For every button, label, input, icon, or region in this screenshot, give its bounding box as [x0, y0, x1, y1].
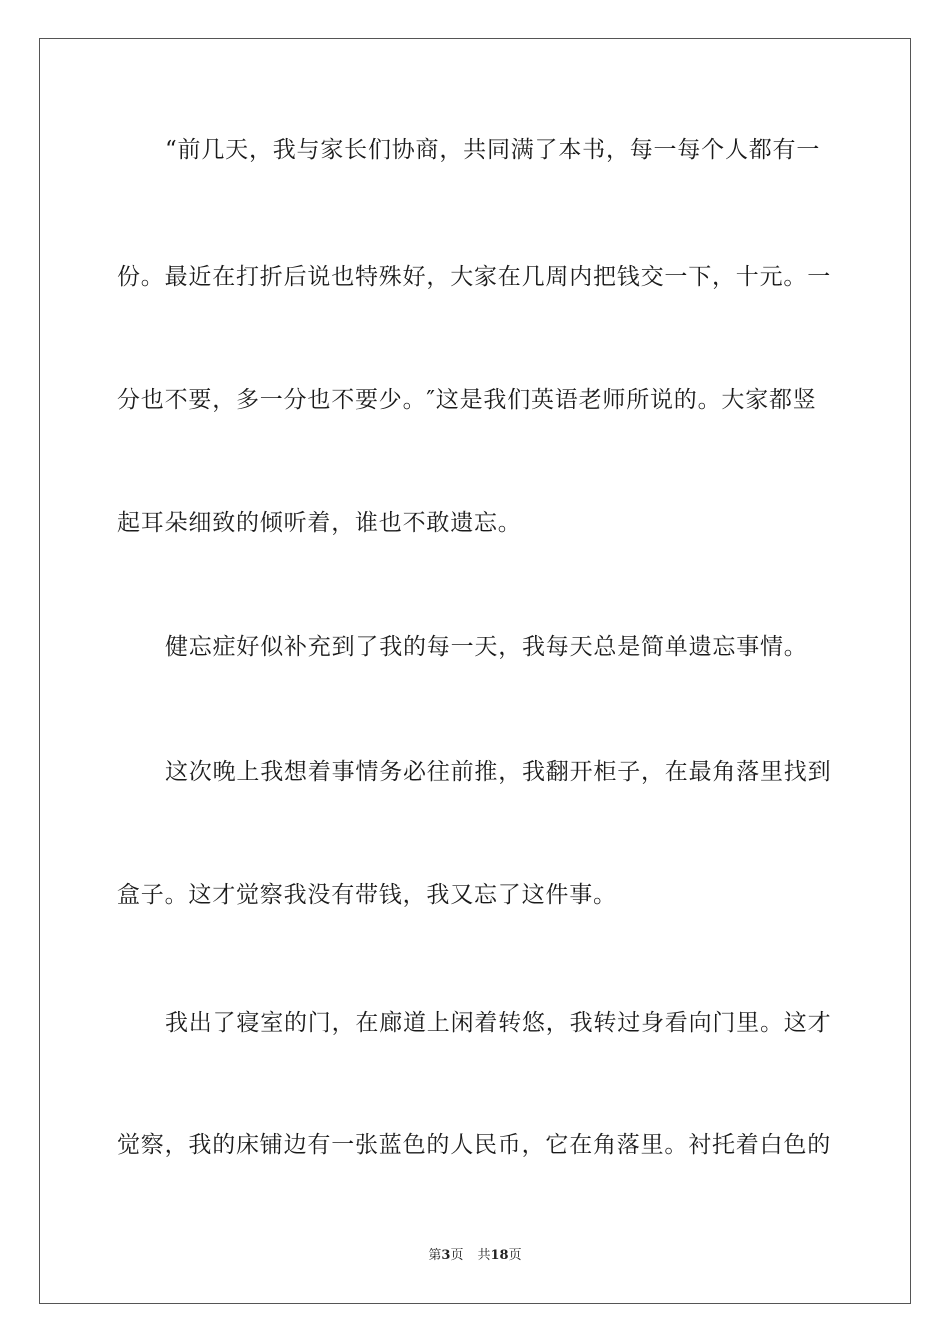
- paragraph-line-2: 份。最近在打折后说也特殊好，大家在几周内把钱交一下，十元。一: [117, 264, 831, 290]
- paragraph-line-3: 分也不要，多一分也不要少。″这是我们英语老师所说的。大家都竖: [117, 387, 817, 413]
- paragraph-line-7: 盒子。这才觉察我没有带钱，我又忘了这件事。: [117, 882, 617, 908]
- total-prefix: 共: [477, 1248, 491, 1263]
- paragraph-line-1: “前几天，我与家长们协商，共同满了本书，每一每个人都有一: [165, 137, 821, 163]
- page-current: 3: [441, 1248, 451, 1263]
- paragraph-line-6: 这次晚上我想着事情务必往前推，我翻开柜子，在最角落里找到: [165, 759, 832, 785]
- page-footer: [0, 1246, 950, 1266]
- paragraph-line-9: 觉察，我的床铺边有一张蓝色的人民币，它在角落里。衬托着白色的: [117, 1132, 831, 1158]
- page-prefix: 第: [428, 1248, 442, 1263]
- page-suffix: 页: [450, 1248, 464, 1263]
- total-pages: 18: [490, 1248, 509, 1263]
- paragraph-line-4: 起耳朵细致的倾听着，谁也不敢遗忘。: [117, 510, 522, 536]
- paragraph-line-8: 我出了寝室的门，在廊道上闲着转悠，我转过身看向门里。这才: [165, 1010, 832, 1036]
- paragraph-line-5: 健忘症好似补充到了我的每一天，我每天总是简单遗忘事情。: [165, 634, 808, 660]
- page-frame: [39, 38, 911, 1304]
- total-suffix: 页: [508, 1248, 522, 1263]
